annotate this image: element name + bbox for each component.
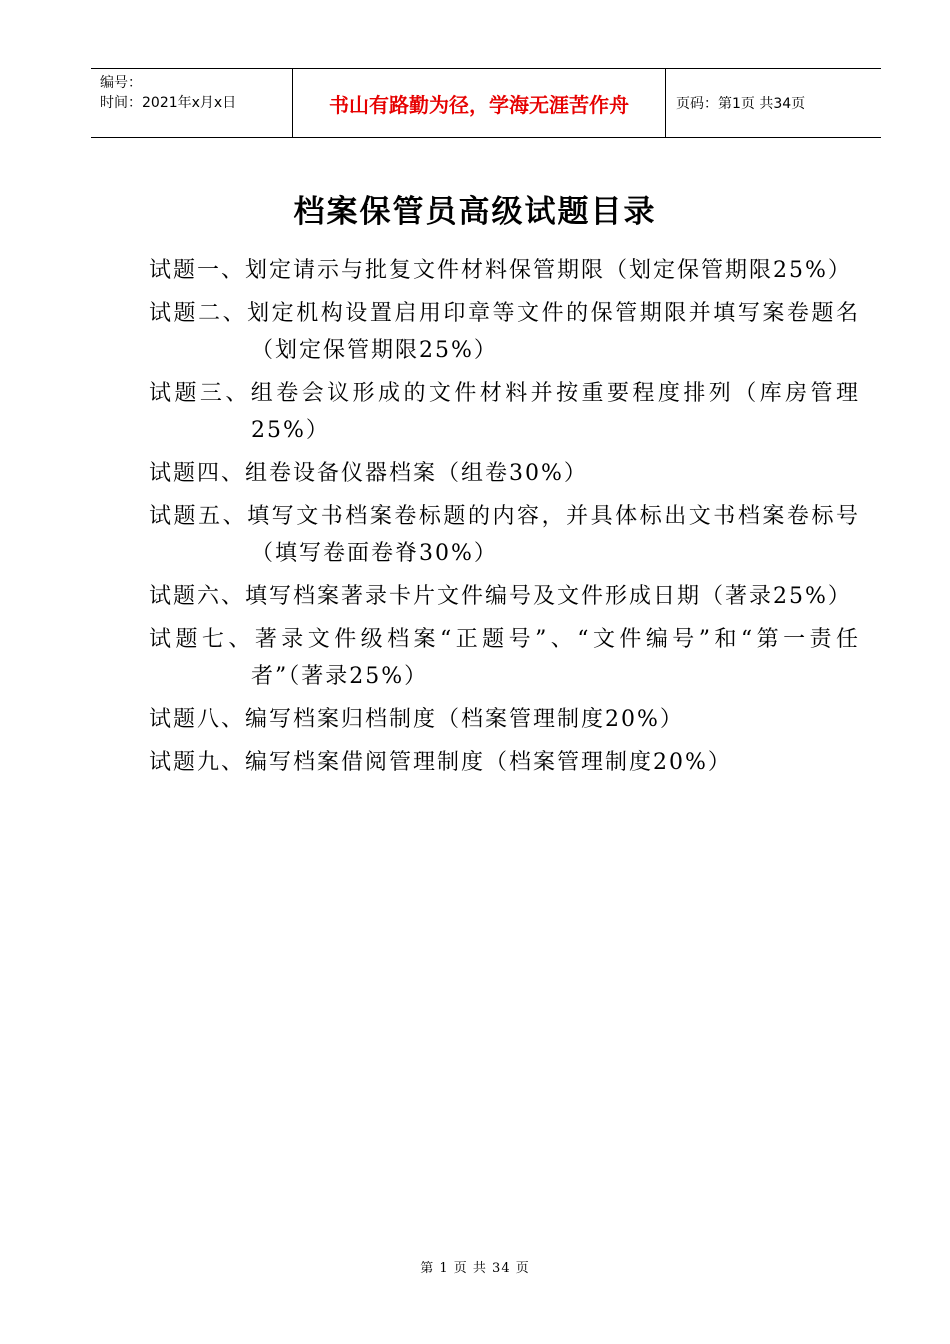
page-footer: 第 1 页 共 34 页 (420, 1261, 530, 1276)
toc-item-3: 试题三、组卷会议形成的文件材料并按重要程度排列（库房管理25%） (149, 381, 860, 443)
toc-item-8: 试题八、编写档案归档制度（档案管理制度20%） (149, 707, 684, 732)
document-date: 时间：2021年x月x日 (100, 95, 237, 111)
toc-item-4: 试题四、组卷设备仪器档案（组卷30%） (149, 461, 588, 486)
toc-item-1: 试题一、划定请示与批复文件材料保管期限（划定保管期限25%） (149, 258, 852, 283)
document-number-label: 编号： (100, 75, 142, 91)
document-title: 档案保管员高级试题目录 (293, 194, 657, 230)
toc-item-2: 试题二、划定机构设置启用印章等文件的保管期限并填写案卷题名（划定保管期限25%） (149, 301, 860, 363)
toc-item-6: 试题六、填写档案著录卡片文件编号及文件形成日期（著录25%） (149, 584, 852, 609)
toc-item-7: 试题七、著录文件级档案“正题号”、“文件编号”和“第一责任者”（著录25%） (149, 627, 860, 689)
header-meta (91, 69, 293, 137)
table-of-contents (115, 252, 860, 787)
toc-item-9: 试题九、编写档案借阅管理制度（档案管理制度20%） (149, 750, 732, 775)
page-header (91, 68, 881, 138)
toc-item-5: 试题五、填写文书档案卷标题的内容，并具体标出文书档案卷标号（填写卷面卷脊30%） (149, 504, 860, 566)
header-page-info: 页码：第1页 共34页 (676, 96, 806, 112)
header-motto: 书山有路勤为径，学海无涯苦作舟 (293, 69, 666, 137)
